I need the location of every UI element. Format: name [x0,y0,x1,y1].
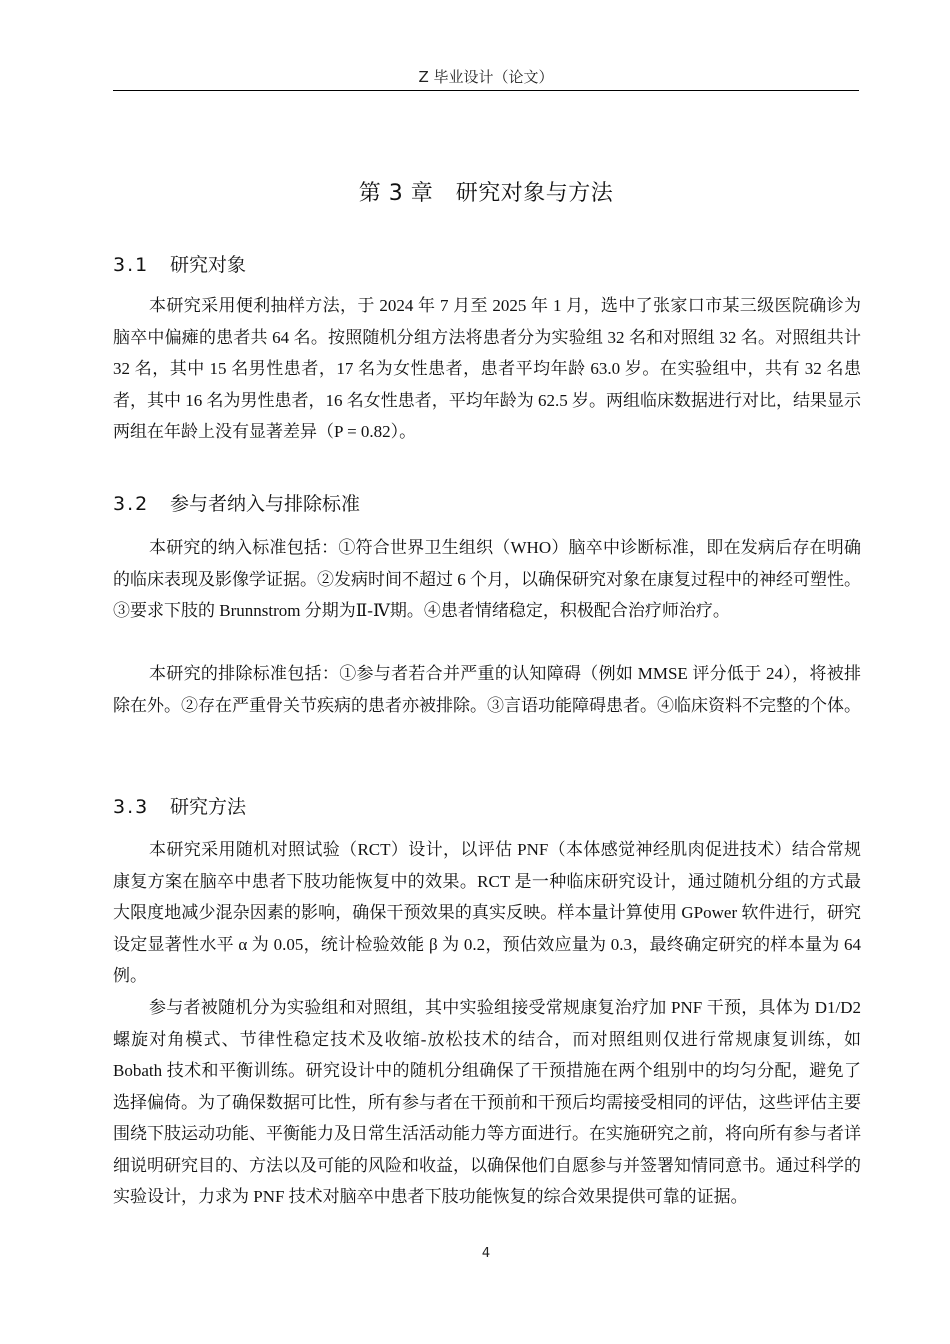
page-header: Z 毕业设计（论文） [113,64,859,91]
section-title: 研究对象 [170,254,247,276]
section-title: 研究方法 [170,796,247,818]
paragraph: 本研究采用便利抽样方法，于 2024 年 7 月至 2025 年 1 月，选中了张家口市某三级医院确诊为脑卒中偏瘫的患者共 64 名。按照随机分组方法将患者分为实验组 32 名和对照组 32 名。对照组共计 32 名，其中 15 名男性患者，17 名为女性患者，患者平均年龄 63.0 岁。在实验组中，共有 32 名患者，其中 16 名为男性患者，16 名女性患者，平均年龄为 62.5 岁。两组临床数据进行对比，结果显示两组在年龄上没有显著差异（P = 0.82）。 [113,296,861,441]
paragraph: 本研究的纳入标准包括：①符合世界卫生组织（WHO）脑卒中诊断标准，即在发病后存在明确的临床表现及影像学证据。②发病时间不超过 6 个月，以确保研究对象在康复过程中的神经可塑性。③要求下肢的 Brunnstrom 分期为Ⅱ-Ⅳ期。④患者情绪稳定，积极配合治疗师治疗。 [113,538,861,620]
page-number: 4 [481,1246,491,1261]
section-heading-3-3 [113,792,246,822]
chapter-title: 第 3 章 研究对象与方法 [358,181,614,206]
section-number: 3.2 [113,493,150,515]
section-title: 参与者纳入与排除标准 [170,493,361,515]
section-heading-3-1 [113,250,246,280]
section-heading-3-2 [113,489,360,519]
paragraph: 本研究采用随机对照试验（RCT）设计，以评估 PNF（本体感觉神经肌肉促进技术）结合常规康复方案在脑卒中患者下肢功能恢复中的效果。RCT 是一种临床研究设计，通过随机分组的方式最大限度地减少混杂因素的影响，确保干预效果的真实反映。样本量计算使用 GPower 软件进行，研究设定显著性水平 α 为 0.05，统计检验效能 β 为 0.2，预估效应量为 0.3，最终确定研究的样本量为 64 例。 [113,840,861,985]
section-number: 3.3 [113,796,150,818]
section-number: 3.1 [113,254,150,276]
paragraph: 本研究的排除标准包括：①参与者若合并严重的认知障碍（例如 MMSE 评分低于 24），将被排除在外。②存在严重骨关节疾病的患者亦被排除。③言语功能障碍患者。④临床资料不完整的个体。 [113,664,861,715]
paragraph: 参与者被随机分为实验组和对照组，其中实验组接受常规康复治疗加 PNF 干预，具体为 D1/D2 螺旋对角模式、节律性稳定技术及收缩-放松技术的结合，而对照组则仅进行常规康复训练，如 Bobath 技术和平衡训练。研究设计中的随机分组确保了干预措施在两个组别中的均匀分配，避免了选择偏倚。为了确保数据可比性，所有参与者在干预前和干预后均需接受相同的评估，这些评估主要围绕下肢运动功能、平衡能力及日常生活活动能力等方面进行。在实施研究之前，将向所有参与者详细说明研究目的、方法以及可能的风险和收益，以确保他们自愿参与并签署知情同意书。通过科学的实验设计，力求为 PNF 技术对脑卒中患者下肢功能恢复的综合效果提供可靠的证据。 [113,998,861,1206]
